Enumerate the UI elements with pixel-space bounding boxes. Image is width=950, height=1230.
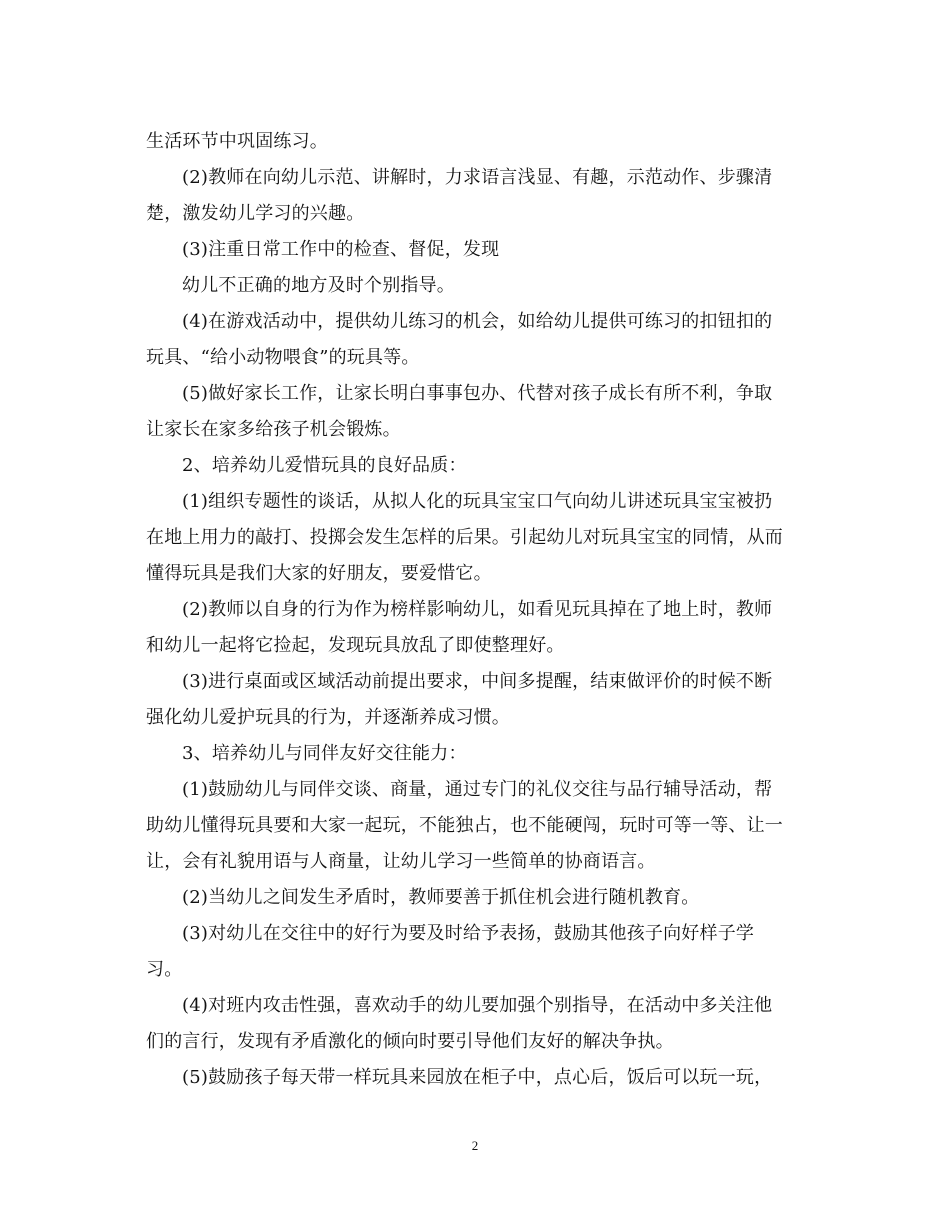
text-line: (2)教师以自身的行为作为榜样影响幼儿，如看见玩具掉在了地上时，教师 bbox=[182, 599, 773, 620]
text-line: 让，会有礼貌用语与人商量，让幼儿学习一些简单的协商语言。 bbox=[146, 851, 656, 872]
text-line: 玩具、“给小动物喂食”的玩具等。 bbox=[146, 347, 420, 368]
text-line: 助幼儿懂得玩具要和大家一起玩，不能独占，也不能硬闯，玩时可等一等、让一 bbox=[146, 815, 783, 836]
text-line: (4)对班内攻击性强，喜欢动手的幼儿要加强个别指导，在活动中多关注他 bbox=[182, 995, 773, 1016]
text-line: 让家长在家多给孩子机会锻炼。 bbox=[146, 419, 401, 440]
text-line: 幼儿不正确的地方及时个别指导。 bbox=[182, 275, 455, 296]
text-line: (1)鼓励幼儿与同伴交谈、商量，通过专门的礼仪交往与品行辅导活动，帮 bbox=[182, 779, 773, 800]
text-line: (5)鼓励孩子每天带一样玩具来园放在柜子中，点心后，饭后可以玩一玩， bbox=[182, 1067, 773, 1088]
text-line: 强化幼儿爱护玩具的行为，并逐渐养成习惯。 bbox=[146, 707, 510, 728]
text-line: 生活环节中巩固练习。 bbox=[146, 131, 328, 152]
text-line: (3)进行桌面或区域活动前提出要求，中间多提醒，结束做评价的时候不断 bbox=[182, 671, 773, 692]
text-line: (1)组织专题性的谈话，从拟人化的玩具宝宝口气向幼儿讲述玩具宝宝被扔 bbox=[182, 491, 773, 512]
text-line: 在地上用力的敲打、投掷会发生怎样的后果。引起幼儿对玩具宝宝的同情，从而 bbox=[146, 527, 783, 548]
text-line: (2)教师在向幼儿示范、讲解时，力求语言浅显、有趣，示范动作、步骤清 bbox=[182, 167, 773, 188]
text-line: 和幼儿一起将它捡起，发现玩具放乱了即使整理好。 bbox=[146, 635, 565, 656]
text-line: (5)做好家长工作，让家长明白事事包办、代替对孩子成长有所不利，争取 bbox=[182, 383, 773, 404]
text-line: (2)当幼儿之间发生矛盾时，教师要善于抓住机会进行随机教育。 bbox=[182, 887, 700, 908]
section-heading: 3、培养幼儿与同伴友好交往能力： bbox=[182, 743, 467, 764]
body-text bbox=[146, 124, 806, 1096]
text-line: 们的言行，发现有矛盾激化的倾向时要引导他们友好的解决争执。 bbox=[146, 1031, 674, 1052]
text-line: 楚，激发幼儿学习的兴趣。 bbox=[146, 203, 365, 224]
text-line: 习。 bbox=[146, 959, 183, 980]
page-number: 2 bbox=[471, 1138, 479, 1153]
text-line: (3)注重日常工作中的检查、督促，发现 bbox=[182, 239, 500, 260]
text-line: 懂得玩具是我们大家的好朋友，要爱惜它。 bbox=[146, 563, 492, 584]
section-heading: 2、培养幼儿爱惜玩具的良好品质： bbox=[182, 455, 467, 476]
text-line: (3)对幼儿在交往中的好行为要及时给予表扬，鼓励其他孩子向好样子学 bbox=[182, 923, 755, 944]
text-line: (4)在游戏活动中，提供幼儿练习的机会，如给幼儿提供可练习的扣钮扣的 bbox=[182, 311, 773, 332]
